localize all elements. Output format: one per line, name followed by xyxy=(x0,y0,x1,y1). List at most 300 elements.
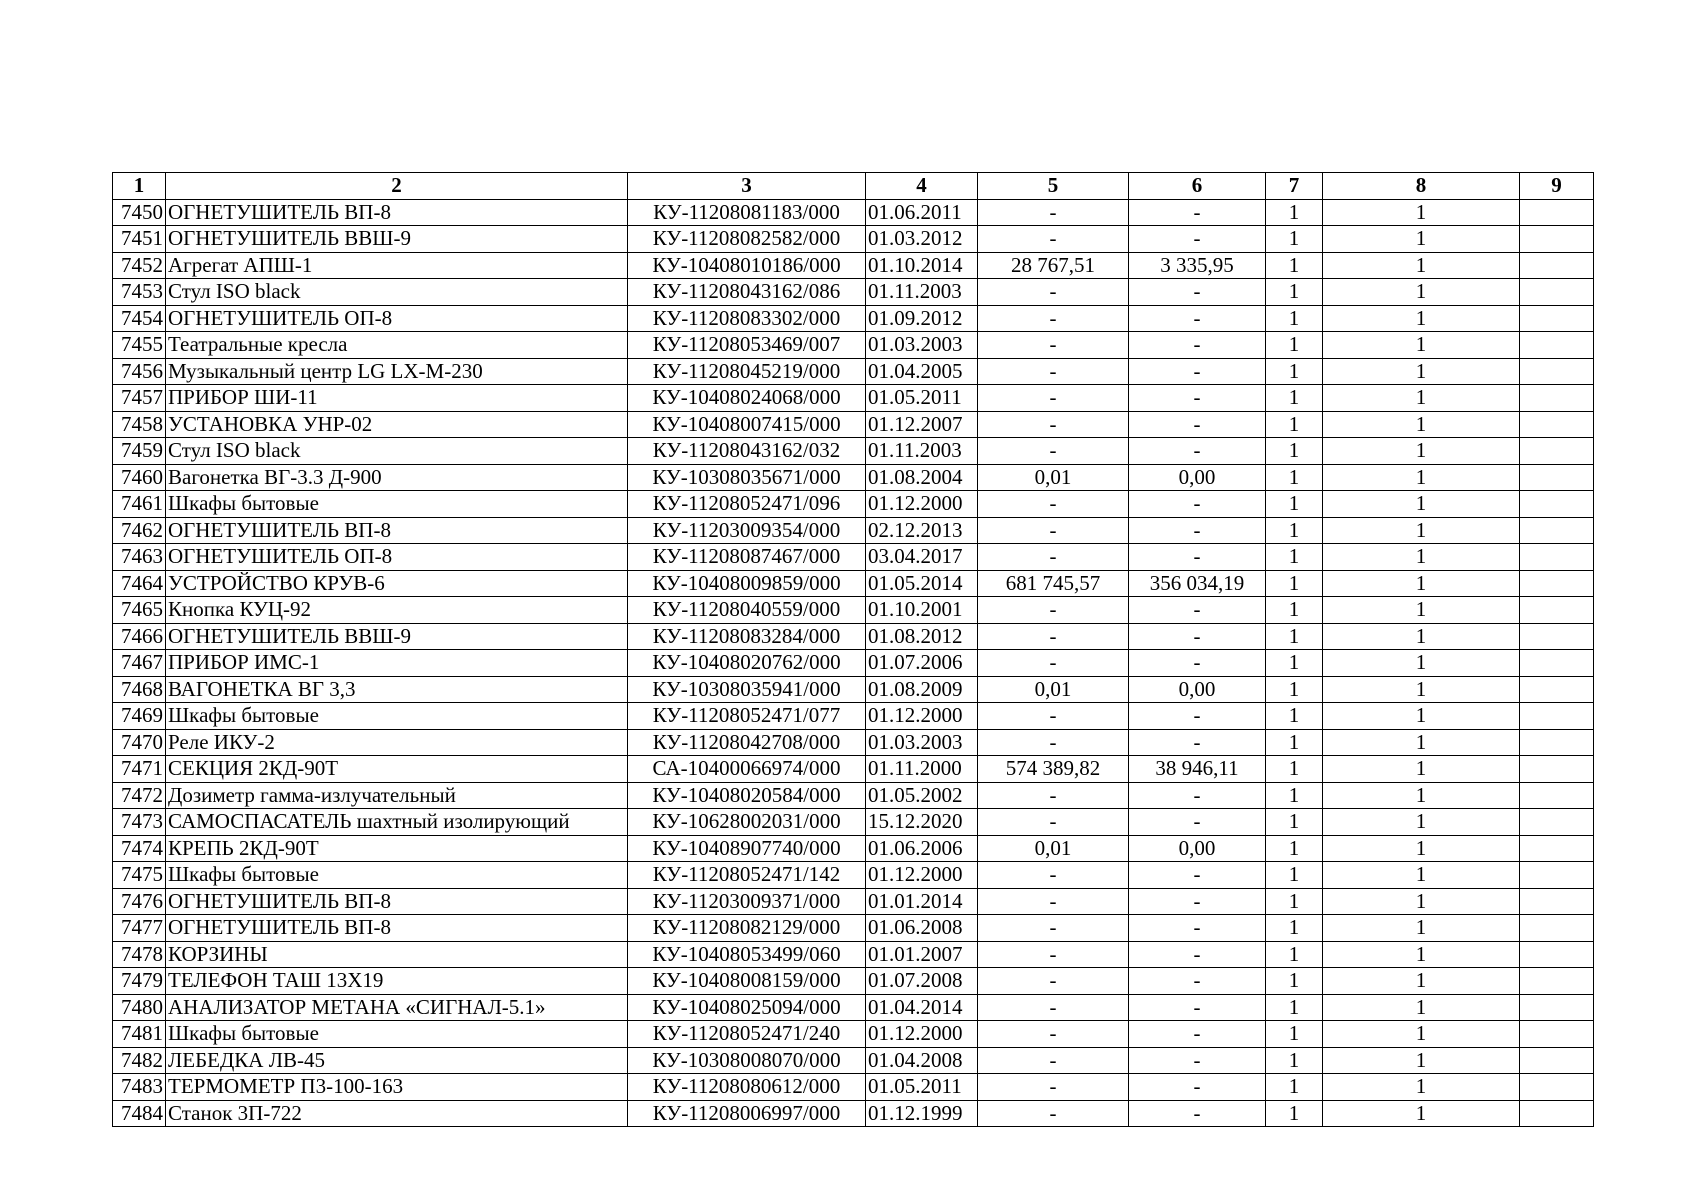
value-col-5-cell: - xyxy=(978,385,1129,412)
value-col-8-cell: 1 xyxy=(1323,332,1520,359)
date-cell: 01.08.2009 xyxy=(866,676,978,703)
value-col-8-cell: 1 xyxy=(1323,915,1520,942)
value-col-7-cell: 1 xyxy=(1266,809,1323,836)
row-number-cell: 7451 xyxy=(113,226,166,253)
item-name-cell: Шкафы бытовые xyxy=(166,491,628,518)
value-col-6-cell: 0,00 xyxy=(1129,676,1266,703)
row-number-cell: 7476 xyxy=(113,888,166,915)
value-col-5-cell: 0,01 xyxy=(978,676,1129,703)
inventory-code-cell: КУ-11208043162/086 xyxy=(628,279,866,306)
value-col-8-cell: 1 xyxy=(1323,1074,1520,1101)
value-col-7-cell: 1 xyxy=(1266,835,1323,862)
inventory-code-cell: КУ-11203009354/000 xyxy=(628,517,866,544)
table-row xyxy=(113,782,1594,809)
value-col-5-cell: - xyxy=(978,1047,1129,1074)
value-col-6-cell: - xyxy=(1129,703,1266,730)
inventory-code-cell: КУ-11208042708/000 xyxy=(628,729,866,756)
value-col-8-cell: 1 xyxy=(1323,597,1520,624)
item-name-cell: КРЕПЬ 2КД-90Т xyxy=(166,835,628,862)
value-col-6-cell: 0,00 xyxy=(1129,464,1266,491)
row-number-cell: 7457 xyxy=(113,385,166,412)
date-cell: 01.03.2003 xyxy=(866,332,978,359)
table-row xyxy=(113,438,1594,465)
inventory-code-cell: КУ-10408907740/000 xyxy=(628,835,866,862)
row-number-cell: 7471 xyxy=(113,756,166,783)
value-col-5-cell: - xyxy=(978,941,1129,968)
value-col-5-cell: 0,01 xyxy=(978,835,1129,862)
value-col-7-cell: 1 xyxy=(1266,597,1323,624)
value-col-9-cell xyxy=(1520,756,1594,783)
item-name-cell: Реле ИКУ-2 xyxy=(166,729,628,756)
row-number-cell: 7481 xyxy=(113,1021,166,1048)
table-row xyxy=(113,676,1594,703)
row-number-cell: 7482 xyxy=(113,1047,166,1074)
table-row xyxy=(113,835,1594,862)
value-col-9-cell xyxy=(1520,888,1594,915)
value-col-8-cell: 1 xyxy=(1323,676,1520,703)
value-col-8-cell: 1 xyxy=(1323,491,1520,518)
date-cell: 01.11.2003 xyxy=(866,279,978,306)
value-col-9-cell xyxy=(1520,199,1594,226)
inventory-code-cell: КУ-10408007415/000 xyxy=(628,411,866,438)
date-cell: 01.01.2014 xyxy=(866,888,978,915)
date-cell: 01.03.2012 xyxy=(866,226,978,253)
table-row xyxy=(113,1100,1594,1127)
value-col-7-cell: 1 xyxy=(1266,438,1323,465)
value-col-9-cell xyxy=(1520,941,1594,968)
value-col-7-cell: 1 xyxy=(1266,544,1323,571)
value-col-8-cell: 1 xyxy=(1323,517,1520,544)
value-col-7-cell: 1 xyxy=(1266,570,1323,597)
row-number-cell: 7483 xyxy=(113,1074,166,1101)
inventory-code-cell: КУ-10308035671/000 xyxy=(628,464,866,491)
value-col-5-cell: - xyxy=(978,226,1129,253)
table-row xyxy=(113,385,1594,412)
table-row xyxy=(113,941,1594,968)
item-name-cell: ОГНЕТУШИТЕЛЬ ОП-8 xyxy=(166,544,628,571)
value-col-9-cell xyxy=(1520,411,1594,438)
value-col-9-cell xyxy=(1520,1047,1594,1074)
date-cell: 01.12.2000 xyxy=(866,862,978,889)
date-cell: 03.04.2017 xyxy=(866,544,978,571)
row-number-cell: 7465 xyxy=(113,597,166,624)
inventory-code-cell: КУ-11208053469/007 xyxy=(628,332,866,359)
value-col-7-cell: 1 xyxy=(1266,782,1323,809)
table-row xyxy=(113,570,1594,597)
table-row xyxy=(113,305,1594,332)
date-cell: 01.05.2011 xyxy=(866,385,978,412)
value-col-7-cell: 1 xyxy=(1266,1074,1323,1101)
item-name-cell: Стул ISO black xyxy=(166,438,628,465)
inventory-code-cell: КУ-10308008070/000 xyxy=(628,1047,866,1074)
row-number-cell: 7484 xyxy=(113,1100,166,1127)
value-col-7-cell: 1 xyxy=(1266,252,1323,279)
table-header xyxy=(113,173,1594,200)
table-row xyxy=(113,411,1594,438)
table-row xyxy=(113,994,1594,1021)
value-col-8-cell: 1 xyxy=(1323,650,1520,677)
value-col-8-cell: 1 xyxy=(1323,226,1520,253)
row-number-cell: 7454 xyxy=(113,305,166,332)
value-col-6-cell: - xyxy=(1129,1021,1266,1048)
value-col-6-cell: - xyxy=(1129,968,1266,995)
value-col-8-cell: 1 xyxy=(1323,1100,1520,1127)
value-col-6-cell: - xyxy=(1129,729,1266,756)
inventory-code-cell: КУ-11208052471/240 xyxy=(628,1021,866,1048)
value-col-6-cell: - xyxy=(1129,782,1266,809)
date-cell: 01.12.2000 xyxy=(866,703,978,730)
item-name-cell: СЕКЦИЯ 2КД-90Т xyxy=(166,756,628,783)
item-name-cell: ПРИБОР ИМС-1 xyxy=(166,650,628,677)
value-col-6-cell: - xyxy=(1129,305,1266,332)
row-number-cell: 7462 xyxy=(113,517,166,544)
date-cell: 01.04.2014 xyxy=(866,994,978,1021)
value-col-9-cell xyxy=(1520,676,1594,703)
table-row xyxy=(113,517,1594,544)
value-col-5-cell: - xyxy=(978,597,1129,624)
value-col-5-cell: - xyxy=(978,729,1129,756)
date-cell: 02.12.2013 xyxy=(866,517,978,544)
table-row xyxy=(113,544,1594,571)
value-col-9-cell xyxy=(1520,438,1594,465)
date-cell: 01.06.2008 xyxy=(866,915,978,942)
value-col-6-cell: 0,00 xyxy=(1129,835,1266,862)
item-name-cell: Музыкальный центр LG LX-M-230 xyxy=(166,358,628,385)
value-col-6-cell: - xyxy=(1129,411,1266,438)
value-col-9-cell xyxy=(1520,597,1594,624)
item-name-cell: ВАГОНЕТКА ВГ 3,3 xyxy=(166,676,628,703)
header-cell-7: 7 xyxy=(1266,173,1323,200)
table-row xyxy=(113,650,1594,677)
value-col-7-cell: 1 xyxy=(1266,226,1323,253)
value-col-9-cell xyxy=(1520,650,1594,677)
value-col-5-cell: - xyxy=(978,1074,1129,1101)
header-cell-6: 6 xyxy=(1129,173,1266,200)
table-row xyxy=(113,1047,1594,1074)
inventory-code-cell: КУ-11208083302/000 xyxy=(628,305,866,332)
value-col-9-cell xyxy=(1520,862,1594,889)
inventory-code-cell: КУ-11208045219/000 xyxy=(628,358,866,385)
inventory-code-cell: КУ-10408010186/000 xyxy=(628,252,866,279)
item-name-cell: УСТАНОВКА УНР-02 xyxy=(166,411,628,438)
inventory-code-cell: КУ-11208081183/000 xyxy=(628,199,866,226)
inventory-code-cell: КУ-10408053499/060 xyxy=(628,941,866,968)
date-cell: 01.06.2011 xyxy=(866,199,978,226)
table-row xyxy=(113,491,1594,518)
value-col-8-cell: 1 xyxy=(1323,703,1520,730)
value-col-7-cell: 1 xyxy=(1266,729,1323,756)
inventory-code-cell: КУ-11208040559/000 xyxy=(628,597,866,624)
value-col-5-cell: - xyxy=(978,703,1129,730)
value-col-5-cell: - xyxy=(978,1100,1129,1127)
value-col-8-cell: 1 xyxy=(1323,862,1520,889)
value-col-7-cell: 1 xyxy=(1266,517,1323,544)
value-col-5-cell: - xyxy=(978,491,1129,518)
value-col-6-cell: - xyxy=(1129,597,1266,624)
table-row xyxy=(113,226,1594,253)
table-row xyxy=(113,199,1594,226)
row-number-cell: 7467 xyxy=(113,650,166,677)
inventory-code-cell: КУ-11208052471/077 xyxy=(628,703,866,730)
date-cell: 01.06.2006 xyxy=(866,835,978,862)
table-row xyxy=(113,358,1594,385)
value-col-6-cell: - xyxy=(1129,385,1266,412)
item-name-cell: ЛЕБЕДКА ЛВ-45 xyxy=(166,1047,628,1074)
value-col-7-cell: 1 xyxy=(1266,756,1323,783)
value-col-7-cell: 1 xyxy=(1266,279,1323,306)
table-row xyxy=(113,332,1594,359)
header-cell-1: 1 xyxy=(113,173,166,200)
value-col-9-cell xyxy=(1520,332,1594,359)
value-col-9-cell xyxy=(1520,1100,1594,1127)
value-col-7-cell: 1 xyxy=(1266,915,1323,942)
value-col-8-cell: 1 xyxy=(1323,570,1520,597)
row-number-cell: 7456 xyxy=(113,358,166,385)
inventory-code-cell: КУ-11208080612/000 xyxy=(628,1074,866,1101)
inventory-code-cell: КУ-10408009859/000 xyxy=(628,570,866,597)
date-cell: 01.12.2000 xyxy=(866,1021,978,1048)
value-col-8-cell: 1 xyxy=(1323,888,1520,915)
value-col-7-cell: 1 xyxy=(1266,994,1323,1021)
value-col-7-cell: 1 xyxy=(1266,358,1323,385)
value-col-9-cell xyxy=(1520,729,1594,756)
value-col-8-cell: 1 xyxy=(1323,968,1520,995)
inventory-code-cell: КУ-10408020762/000 xyxy=(628,650,866,677)
row-number-cell: 7458 xyxy=(113,411,166,438)
value-col-9-cell xyxy=(1520,623,1594,650)
value-col-6-cell: - xyxy=(1129,279,1266,306)
value-col-6-cell: - xyxy=(1129,544,1266,571)
inventory-code-cell: КУ-10408024068/000 xyxy=(628,385,866,412)
table-row xyxy=(113,888,1594,915)
inventory-code-cell: СА-10400066974/000 xyxy=(628,756,866,783)
value-col-5-cell: - xyxy=(978,862,1129,889)
value-col-7-cell: 1 xyxy=(1266,1047,1323,1074)
row-number-cell: 7466 xyxy=(113,623,166,650)
row-number-cell: 7474 xyxy=(113,835,166,862)
value-col-5-cell: - xyxy=(978,782,1129,809)
item-name-cell: ОГНЕТУШИТЕЛЬ ВП-8 xyxy=(166,915,628,942)
value-col-7-cell: 1 xyxy=(1266,941,1323,968)
value-col-5-cell: - xyxy=(978,438,1129,465)
value-col-9-cell xyxy=(1520,570,1594,597)
table-row xyxy=(113,464,1594,491)
value-col-8-cell: 1 xyxy=(1323,358,1520,385)
date-cell: 01.04.2005 xyxy=(866,358,978,385)
value-col-7-cell: 1 xyxy=(1266,650,1323,677)
value-col-5-cell: - xyxy=(978,411,1129,438)
row-number-cell: 7463 xyxy=(113,544,166,571)
row-number-cell: 7469 xyxy=(113,703,166,730)
date-cell: 01.10.2014 xyxy=(866,252,978,279)
value-col-7-cell: 1 xyxy=(1266,888,1323,915)
value-col-9-cell xyxy=(1520,464,1594,491)
value-col-8-cell: 1 xyxy=(1323,411,1520,438)
item-name-cell: Шкафы бытовые xyxy=(166,862,628,889)
date-cell: 15.12.2020 xyxy=(866,809,978,836)
inventory-code-cell: КУ-10408020584/000 xyxy=(628,782,866,809)
value-col-8-cell: 1 xyxy=(1323,438,1520,465)
date-cell: 01.07.2008 xyxy=(866,968,978,995)
value-col-5-cell: - xyxy=(978,888,1129,915)
value-col-9-cell xyxy=(1520,544,1594,571)
row-number-cell: 7475 xyxy=(113,862,166,889)
value-col-8-cell: 1 xyxy=(1323,756,1520,783)
value-col-5-cell: - xyxy=(978,809,1129,836)
table-row xyxy=(113,1021,1594,1048)
date-cell: 01.12.2007 xyxy=(866,411,978,438)
value-col-7-cell: 1 xyxy=(1266,862,1323,889)
value-col-8-cell: 1 xyxy=(1323,941,1520,968)
value-col-7-cell: 1 xyxy=(1266,968,1323,995)
inventory-code-cell: КУ-11208052471/142 xyxy=(628,862,866,889)
value-col-8-cell: 1 xyxy=(1323,809,1520,836)
value-col-9-cell xyxy=(1520,994,1594,1021)
item-name-cell: Вагонетка ВГ-3.3 Д-900 xyxy=(166,464,628,491)
value-col-5-cell: - xyxy=(978,623,1129,650)
value-col-6-cell: - xyxy=(1129,1047,1266,1074)
value-col-9-cell xyxy=(1520,252,1594,279)
value-col-6-cell: - xyxy=(1129,491,1266,518)
inventory-code-cell: КУ-11208082129/000 xyxy=(628,915,866,942)
date-cell: 01.08.2004 xyxy=(866,464,978,491)
value-col-5-cell: 574 389,82 xyxy=(978,756,1129,783)
row-number-cell: 7452 xyxy=(113,252,166,279)
value-col-5-cell: 681 745,57 xyxy=(978,570,1129,597)
inventory-code-cell: КУ-11208043162/032 xyxy=(628,438,866,465)
value-col-6-cell: - xyxy=(1129,623,1266,650)
value-col-5-cell: - xyxy=(978,650,1129,677)
value-col-8-cell: 1 xyxy=(1323,252,1520,279)
inventory-code-cell: КУ-10628002031/000 xyxy=(628,809,866,836)
item-name-cell: Кнопка КУЦ-92 xyxy=(166,597,628,624)
value-col-5-cell: - xyxy=(978,358,1129,385)
table-row xyxy=(113,279,1594,306)
value-col-9-cell xyxy=(1520,279,1594,306)
date-cell: 01.12.1999 xyxy=(866,1100,978,1127)
item-name-cell: ОГНЕТУШИТЕЛЬ ВВШ-9 xyxy=(166,226,628,253)
value-col-5-cell: - xyxy=(978,544,1129,571)
inventory-code-cell: КУ-11208052471/096 xyxy=(628,491,866,518)
value-col-6-cell: - xyxy=(1129,650,1266,677)
value-col-9-cell xyxy=(1520,491,1594,518)
row-number-cell: 7455 xyxy=(113,332,166,359)
table-row xyxy=(113,968,1594,995)
value-col-5-cell: 28 767,51 xyxy=(978,252,1129,279)
header-cell-3: 3 xyxy=(628,173,866,200)
value-col-8-cell: 1 xyxy=(1323,729,1520,756)
header-cell-9: 9 xyxy=(1520,173,1594,200)
date-cell: 01.11.2000 xyxy=(866,756,978,783)
value-col-7-cell: 1 xyxy=(1266,464,1323,491)
item-name-cell: АНАЛИЗАТОР МЕТАНА «СИГНАЛ-5.1» xyxy=(166,994,628,1021)
row-number-cell: 7479 xyxy=(113,968,166,995)
value-col-7-cell: 1 xyxy=(1266,1100,1323,1127)
item-name-cell: Шкафы бытовые xyxy=(166,1021,628,1048)
date-cell: 01.03.2003 xyxy=(866,729,978,756)
value-col-9-cell xyxy=(1520,1021,1594,1048)
value-col-9-cell xyxy=(1520,968,1594,995)
value-col-8-cell: 1 xyxy=(1323,1021,1520,1048)
value-col-5-cell: - xyxy=(978,968,1129,995)
item-name-cell: ОГНЕТУШИТЕЛЬ ВП-8 xyxy=(166,199,628,226)
value-col-7-cell: 1 xyxy=(1266,385,1323,412)
value-col-6-cell: - xyxy=(1129,888,1266,915)
inventory-code-cell: КУ-11208082582/000 xyxy=(628,226,866,253)
inventory-code-cell: КУ-11208083284/000 xyxy=(628,623,866,650)
value-col-6-cell: - xyxy=(1129,199,1266,226)
row-number-cell: 7450 xyxy=(113,199,166,226)
date-cell: 01.01.2007 xyxy=(866,941,978,968)
value-col-5-cell: - xyxy=(978,305,1129,332)
value-col-8-cell: 1 xyxy=(1323,544,1520,571)
row-number-cell: 7453 xyxy=(113,279,166,306)
value-col-9-cell xyxy=(1520,385,1594,412)
value-col-6-cell: - xyxy=(1129,915,1266,942)
value-col-9-cell xyxy=(1520,358,1594,385)
row-number-cell: 7464 xyxy=(113,570,166,597)
value-col-7-cell: 1 xyxy=(1266,491,1323,518)
value-col-6-cell: - xyxy=(1129,438,1266,465)
value-col-7-cell: 1 xyxy=(1266,703,1323,730)
value-col-9-cell xyxy=(1520,809,1594,836)
value-col-6-cell: 38 946,11 xyxy=(1129,756,1266,783)
value-col-9-cell xyxy=(1520,517,1594,544)
date-cell: 01.09.2012 xyxy=(866,305,978,332)
value-col-6-cell: - xyxy=(1129,332,1266,359)
value-col-9-cell xyxy=(1520,305,1594,332)
header-row xyxy=(113,173,1594,200)
item-name-cell: КОРЗИНЫ xyxy=(166,941,628,968)
date-cell: 01.05.2014 xyxy=(866,570,978,597)
value-col-8-cell: 1 xyxy=(1323,385,1520,412)
inventory-table xyxy=(112,172,1594,1127)
table-row xyxy=(113,623,1594,650)
value-col-8-cell: 1 xyxy=(1323,464,1520,491)
value-col-9-cell xyxy=(1520,703,1594,730)
row-number-cell: 7473 xyxy=(113,809,166,836)
value-col-6-cell: - xyxy=(1129,941,1266,968)
table-row xyxy=(113,252,1594,279)
value-col-8-cell: 1 xyxy=(1323,994,1520,1021)
value-col-7-cell: 1 xyxy=(1266,305,1323,332)
date-cell: 01.11.2003 xyxy=(866,438,978,465)
table-body xyxy=(113,199,1594,1127)
value-col-6-cell: - xyxy=(1129,1100,1266,1127)
item-name-cell: Дозиметр гамма-излучательный xyxy=(166,782,628,809)
inventory-code-cell: КУ-10308035941/000 xyxy=(628,676,866,703)
table-row xyxy=(113,809,1594,836)
item-name-cell: ОГНЕТУШИТЕЛЬ ВВШ-9 xyxy=(166,623,628,650)
value-col-8-cell: 1 xyxy=(1323,1047,1520,1074)
header-cell-5: 5 xyxy=(978,173,1129,200)
row-number-cell: 7477 xyxy=(113,915,166,942)
item-name-cell: ТЕРМОМЕТР П3-100-163 xyxy=(166,1074,628,1101)
row-number-cell: 7460 xyxy=(113,464,166,491)
row-number-cell: 7468 xyxy=(113,676,166,703)
value-col-5-cell: - xyxy=(978,915,1129,942)
inventory-code-cell: КУ-11203009371/000 xyxy=(628,888,866,915)
header-cell-8: 8 xyxy=(1323,173,1520,200)
item-name-cell: Театральные кресла xyxy=(166,332,628,359)
header-cell-4: 4 xyxy=(866,173,978,200)
item-name-cell: ОГНЕТУШИТЕЛЬ ВП-8 xyxy=(166,517,628,544)
table-row xyxy=(113,915,1594,942)
value-col-9-cell xyxy=(1520,1074,1594,1101)
row-number-cell: 7470 xyxy=(113,729,166,756)
table-row xyxy=(113,729,1594,756)
value-col-8-cell: 1 xyxy=(1323,305,1520,332)
